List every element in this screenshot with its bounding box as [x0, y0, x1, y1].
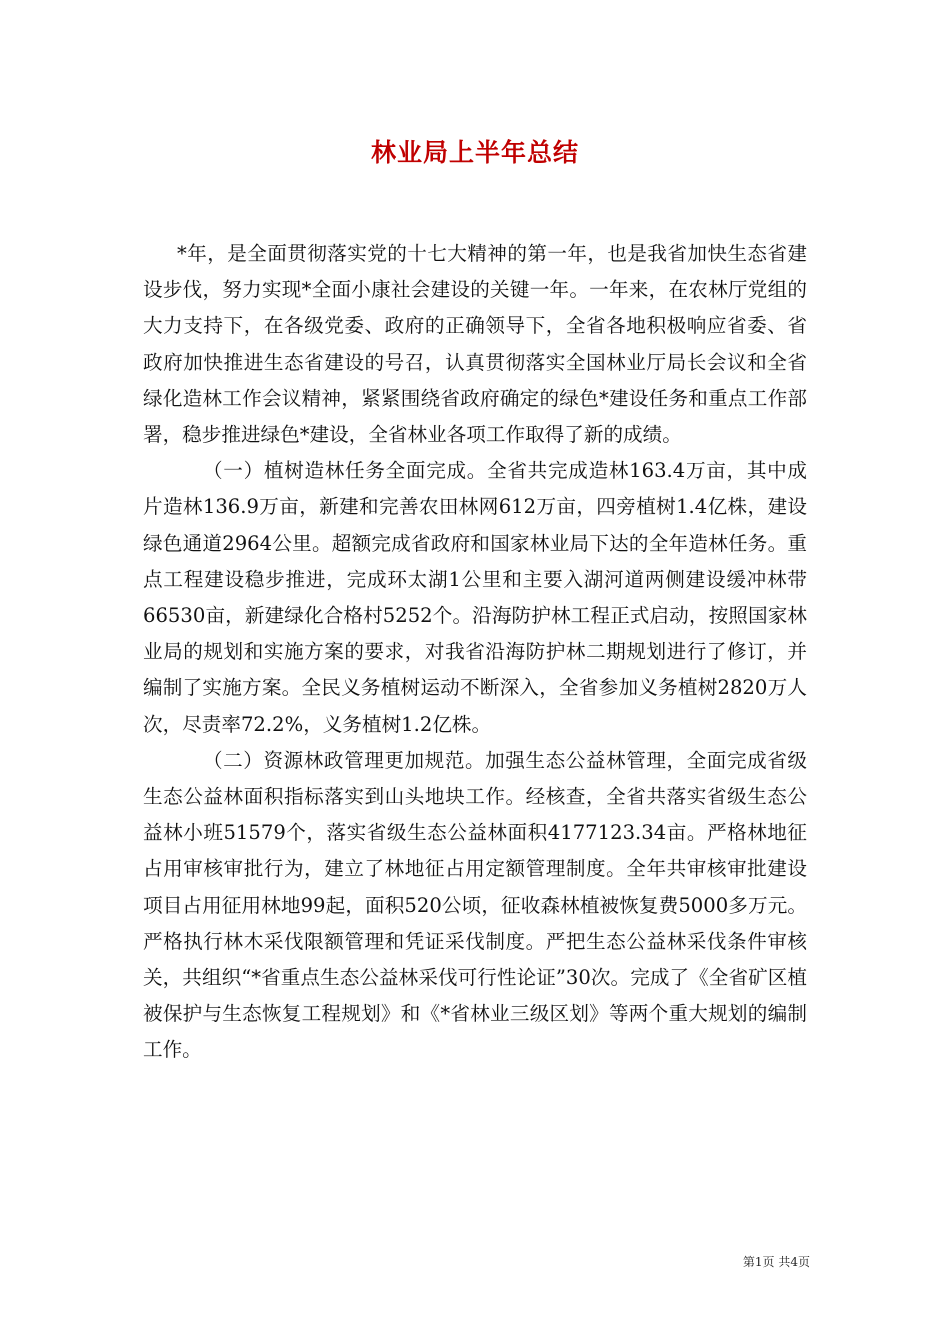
paragraph-resource-management: （二）资源林政管理更加规范。加强生态公益林管理，全面完成省级生态公益林面积指标落实到山头地块工作。经核查，全省共落实省级生态公益林小班51579个，落实省级生态公益林面积4177123.34亩。严格林地征占用审核审批行为，建立了林地征占用定额管理制度。全年共审核审批建设项目占用征用林地99起，面积520公顷，征收森林植被恢复费5000多万元。严格执行林木采伐限额管理和凭证采伐制度。严把生态公益林采伐条件审核关，共组织“*省重点生态公益林采伐可行性论证”30次。完成了《全省矿区植被保护与生态恢复工程规划》和《*省林业三级区划》等两个重大规划的编制工作。 [143, 748, 807, 1062]
document-body [143, 236, 807, 1069]
paragraph-intro: *年，是全面贯彻落实党的十七大精神的第一年，也是我省加快生态省建设步伐，努力实现*全面小康社会建设的关键一年。一年来，在农林厅党组的大力支持下，在各级党委、政府的正确领导下，全省各地积极响应省委、省政府加快推进生态省建设的号召，认真贯彻落实全国林业厅局长会议和全省绿化造林工作会议精神，紧紧围绕省政府确定的绿色*建设任务和重点工作部署，稳步推进绿色*建设，全省林业各项工作取得了新的成绩。 [143, 242, 807, 447]
page-number-footer: 第1页 共4页 [742, 1255, 810, 1269]
paragraph-afforestation: （一）植树造林任务全面完成。全省共完成造林163.4万亩，其中成片造林136.9万亩，新建和完善农田林网612万亩，四旁植树1.4亿株，建设绿色通道2964公里。超额完成省政府和国家林业局下达的全年造林任务。重点工程建设稳步推进，完成环太湖1公里和主要入湖河道两侧建设缓冲林带66530亩，新建绿化合格村5252个。沿海防护林工程正式启动，按照国家林业局的规划和实施方案的要求，对我省沿海防护林二期规划进行了修订，并编制了实施方案。全民义务植树运动不断深入，全省参加义务植树2820万人次，尽责率72.2%，义务植树1.2亿株。 [143, 459, 807, 736]
document-title: 林业局上半年总结 [370, 138, 579, 167]
